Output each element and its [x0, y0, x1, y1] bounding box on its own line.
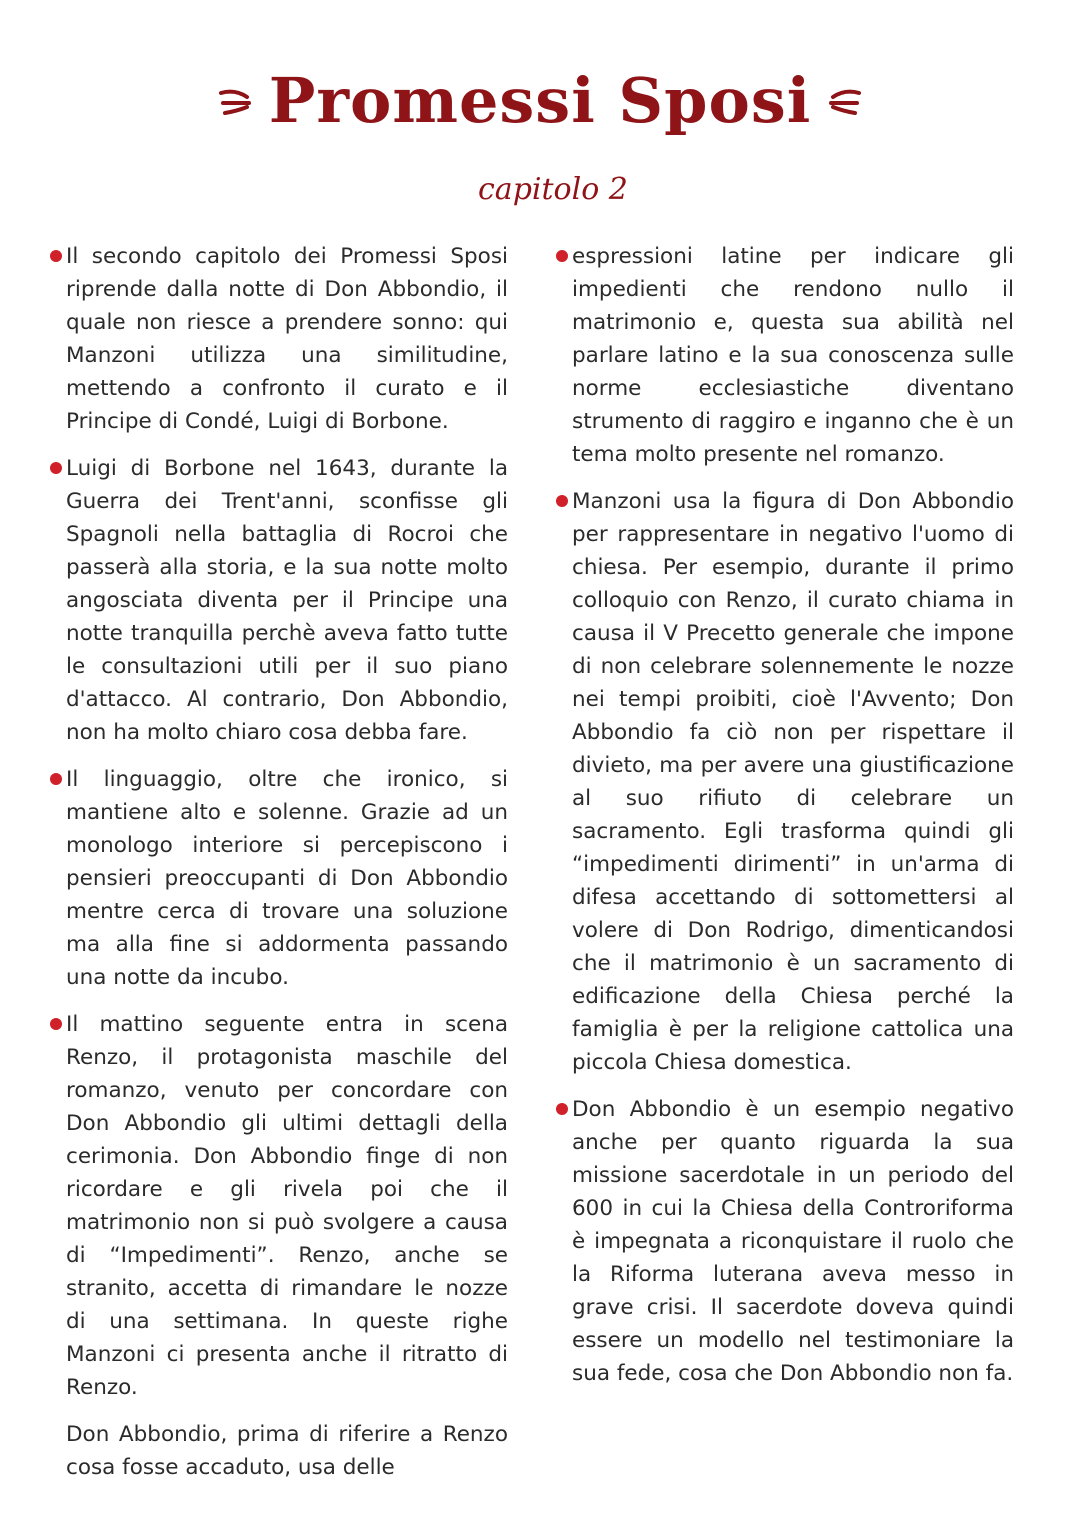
bullet-paragraph [552, 240, 1014, 471]
right-column [552, 240, 1014, 1404]
bullet-paragraph [46, 763, 508, 994]
paragraph-text: Il secondo capitolo dei Promessi Sposi riprende dalla notte di Don Abbondio, il quale non riesce a prendere sonno: qui Manzoni utilizza una similitudine, mettendo a confronto il curato e il Principe di Condé, Luigi di Borbone. [66, 244, 508, 434]
bullet-dot-icon [50, 462, 62, 474]
bullet-paragraph [46, 452, 508, 749]
paragraph-text: Manzoni usa la figura di Don Abbondio per rappresentare in negativo l'uomo di chiesa. Per esempio, durante il primo colloquio con Renzo, il curato chiama in causa il V Precetto generale che impone di non celebrare solennemente le nozze nei tempi proibiti, cioè l'Avvento; Don Abbondio fa ciò non per rispettare il divieto, ma per avere una giustificazione al suo rifiuto di celebrare un sacramento. Egli trasforma quindi gli “impedimenti dirimenti” in un'arma di difesa accettando di sottomettersi al volere di Don Rodrigo, dimenticandosi che il matrimonio è un sacramento di edificazione della Chiesa perché la famiglia è per la religione cattolica una piccola Chiesa domestica. [572, 489, 1014, 1075]
bullet-dot-icon [556, 250, 568, 262]
paragraph-text: Il linguaggio, oltre che ironico, si mantiene alto e solenne. Grazie ad un monologo interiore si percepiscono i pensieri preoccupanti di Don Abbondio mentre cerca di trovare una soluzione ma alla fine si addormenta passando una notte da incubo. [66, 767, 508, 990]
bullet-paragraph [552, 485, 1014, 1079]
paragraph-text: Luigi di Borbone nel 1643, durante la Guerra dei Trent'anni, sconfisse gli Spagnoli nella battaglia di Rocroi che passerà alla storia, e la sua notte molto angosciata diventa per il Principe una notte tranquilla perchè aveva fatto tutte le consultazioni utili per il suo piano d'attacco. Al contrario, Don Abbondio, non ha molto chiaro cosa debba fare. [66, 456, 508, 745]
title-row [0, 64, 1080, 137]
paragraph-text: espressioni latine per indicare gli impedienti che rendono nullo il matrimonio e, questa sua abilità nel parlare latino e la sua conoscenza sulle norme ecclesiastiche diventano strumento di raggiro e inganno che è un tema molto presente nel romanzo. [572, 244, 1014, 467]
bullet-paragraph [46, 1008, 508, 1404]
bullet-dot-icon [556, 495, 568, 507]
page-title: Promessi Sposi [268, 64, 812, 137]
plain-paragraph [46, 1418, 508, 1484]
bullet-paragraph [46, 240, 508, 438]
bullet-dot-icon [50, 250, 62, 262]
bullet-dot-icon [50, 773, 62, 785]
left-flourish-icon [215, 81, 255, 121]
header [0, 64, 1080, 160]
bullet-dot-icon [50, 1018, 62, 1030]
right-flourish-icon [825, 81, 865, 121]
page-subtitle: capitolo 2 [478, 172, 628, 207]
paragraph-text: Don Abbondio è un esempio negativo anche per quanto riguarda la sua missione sacerdotale in un periodo del 600 in cui la Chiesa della Controriforma è impegnata a riconquistare il ruolo che la Riforma luterana aveva messo in grave crisi. Il sacerdote doveva quindi essere un modello nel testimoniare la sua fede, cosa che Don Abbondio non fa. [572, 1097, 1014, 1386]
bullet-paragraph [552, 1093, 1014, 1390]
paragraph-text: Il mattino seguente entra in scena Renzo, il protagonista maschile del romanzo, venuto per concordare con Don Abbondio gli ultimi dettagli della cerimonia. Don Abbondio finge di non ricordare e gli rivela poi che il matrimonio non si può svolgere a causa di “Impedimenti”. Renzo, anche se stranito, accetta di rimandare le nozze di una settimana. In queste righe Manzoni ci presenta anche il ritratto di Renzo. [66, 1012, 508, 1400]
paragraph-text: Don Abbondio, prima di riferire a Renzo cosa fosse accaduto, usa delle [66, 1422, 508, 1480]
left-column [46, 240, 508, 1498]
bullet-dot-icon [556, 1103, 568, 1115]
